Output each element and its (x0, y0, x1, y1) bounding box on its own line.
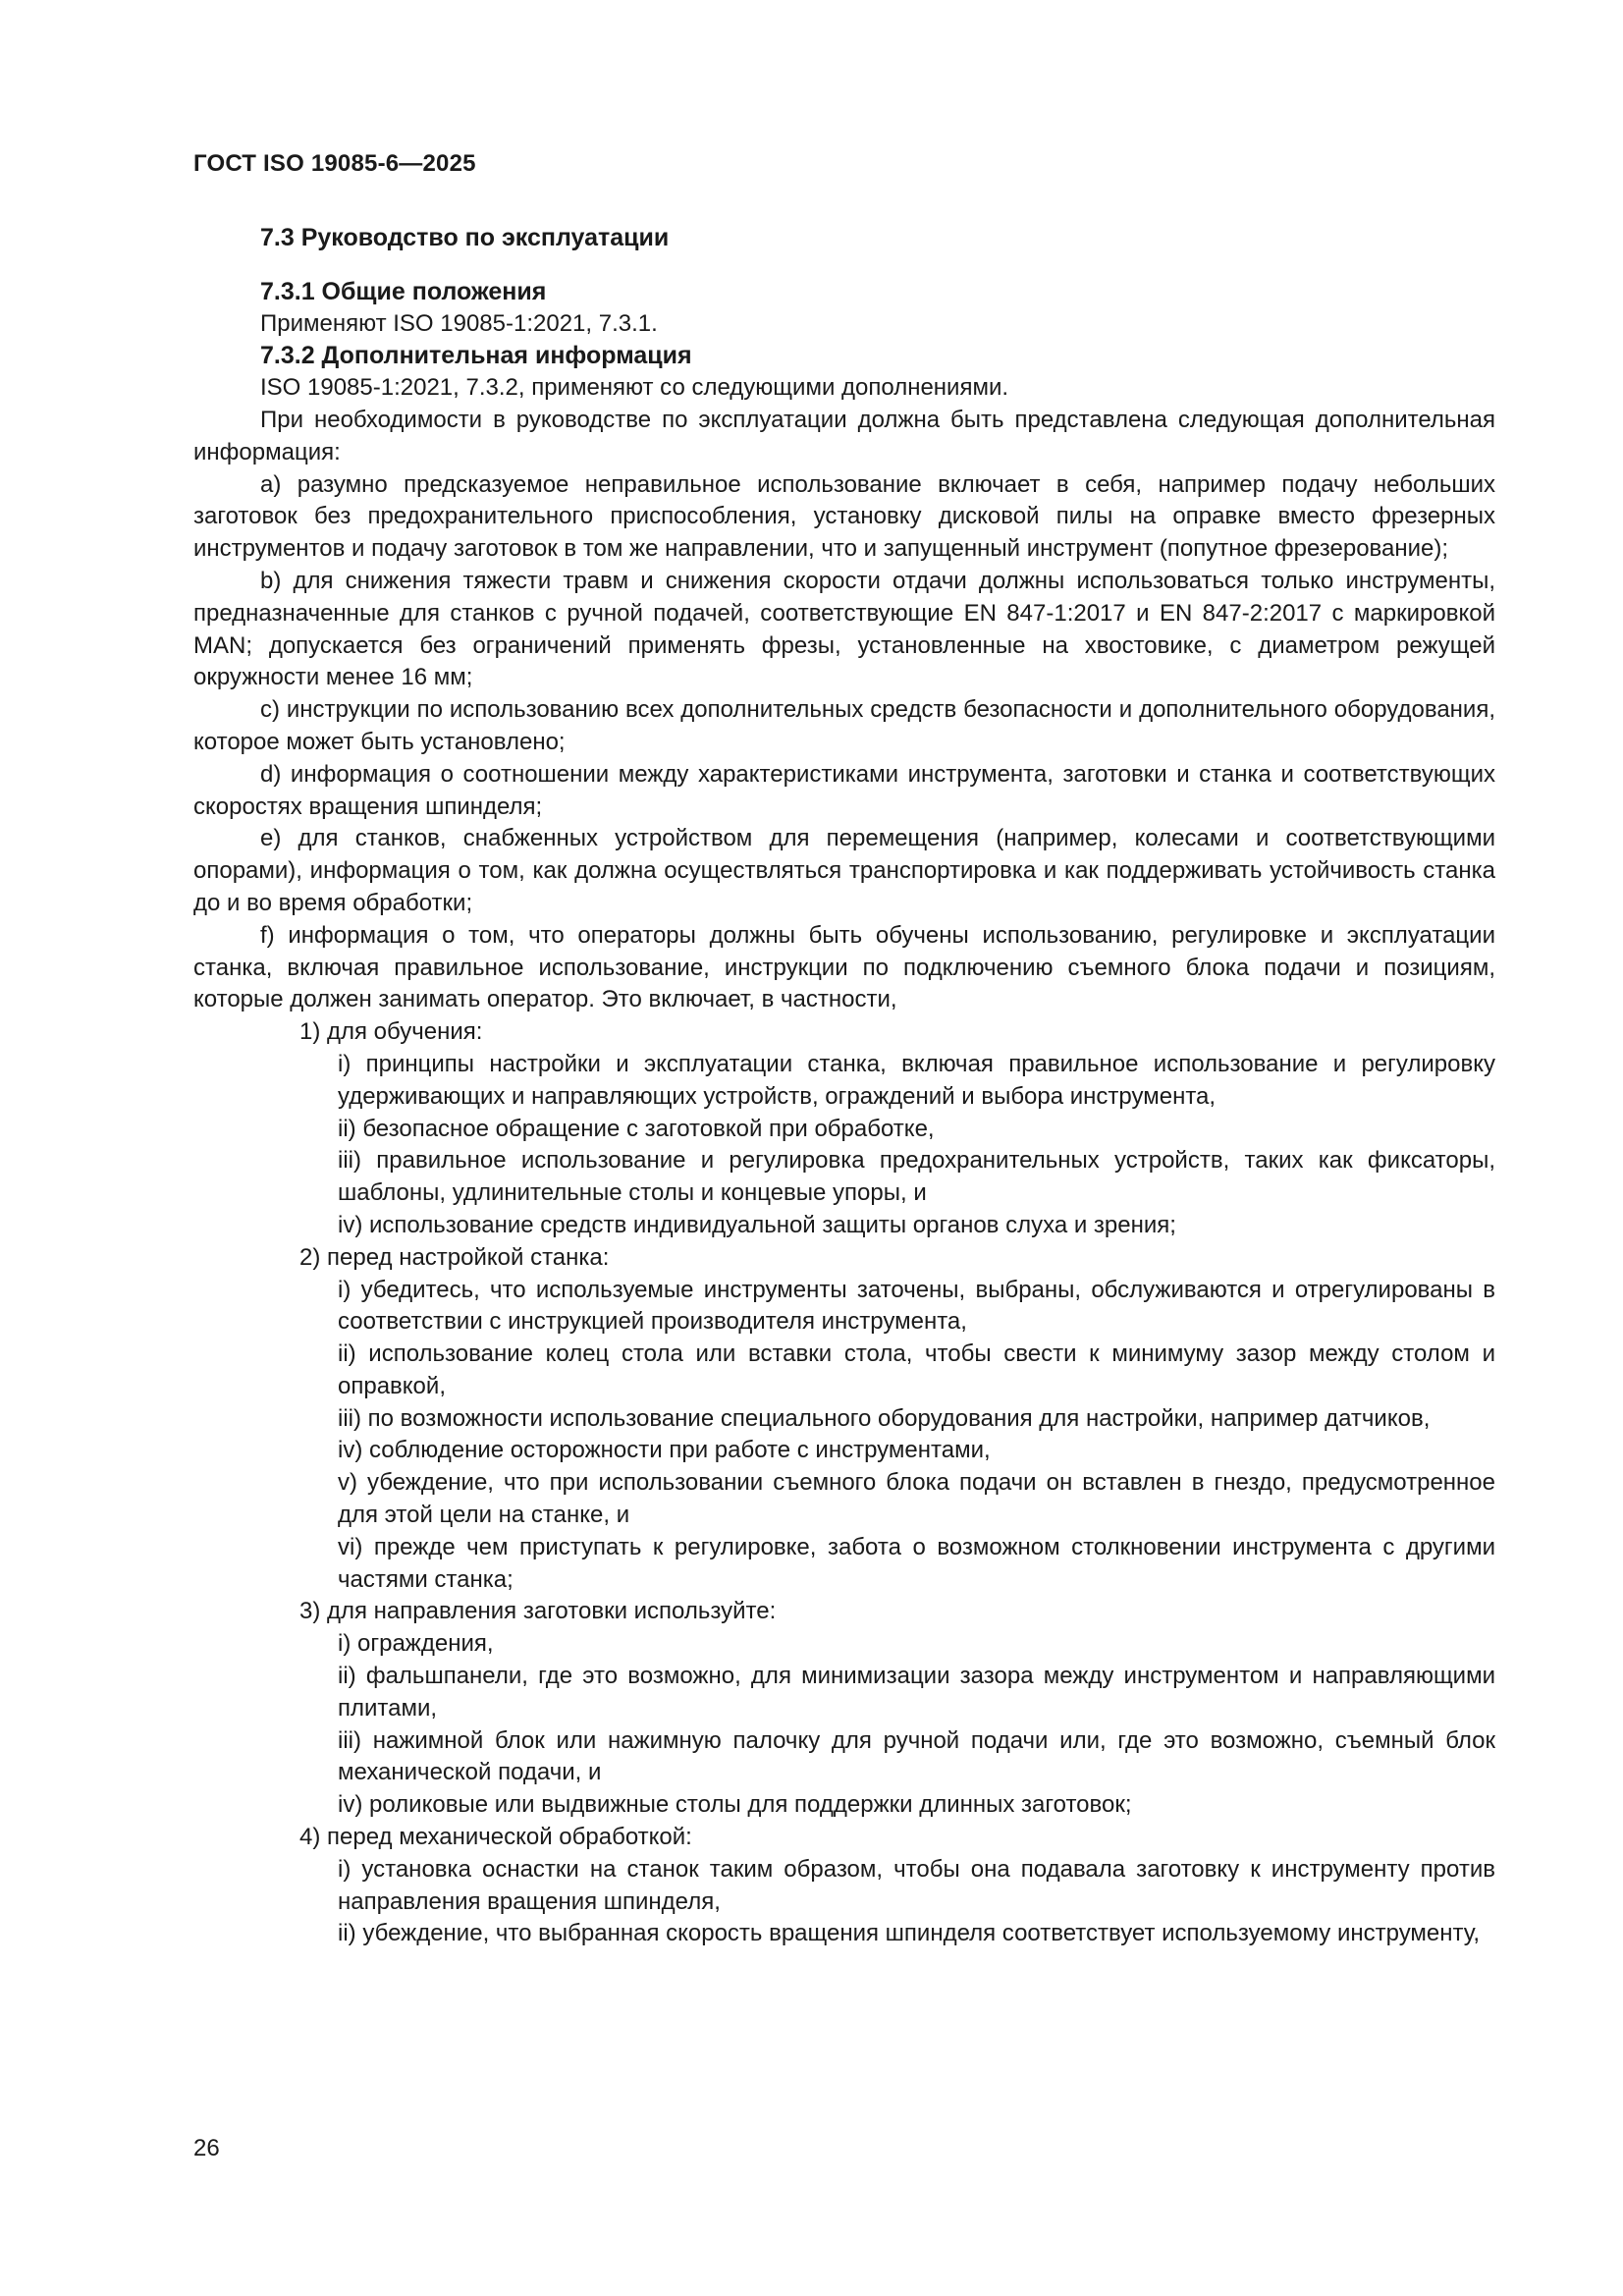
sublist-3-item-iii: iii) нажимной блок или нажимную палочку для ручной подачи или, где это возможно, съемный блок механической подачи, и (338, 1726, 1495, 1786)
list-item-d: d) информация о соотношении между характеристиками инструмента, заготовки и станка и соответствующих скоростях вращения шпинделя; (193, 760, 1495, 820)
sublist-1-title: 1) для обучения: (299, 1018, 483, 1046)
sublist-2-item-v: v) убеждение, что при использовании съемного блока подачи он вставлен в гнездо, предусмотренное для этой цели на станке, и (338, 1469, 1495, 1529)
sublist-3-title: 3) для направления заготовки используйте: (299, 1598, 777, 1625)
paragraph-732: ISO 19085-1:2021, 7.3.2, применяют со следующими дополнениями. (260, 374, 1009, 402)
sublist-2-item-vi: vi) прежде чем приступать к регулировке, забота о возможном столкновении инструмента с другими частями станка; (338, 1533, 1495, 1593)
page-number: 26 (193, 2135, 220, 2161)
subsection-title-732: 7.3.2 Дополнительная информация (260, 342, 692, 370)
sublist-2-item-iii: iii) по возможности использование специального оборудования для настройки, например датчиков, (338, 1404, 1431, 1432)
sublist-2-item-i: i) убедитесь, что используемые инструменты заточены, выбраны, обслуживаются и отрегулированы в соответствии с инструкцией производителя инструмента, (338, 1276, 1495, 1336)
sublist-3-item-ii: ii) фальшпанели, где это возможно, для минимизации зазора между инструментом и направляющими плитами, (338, 1663, 1495, 1722)
sublist-1-item-ii: ii) безопасное обращение с заготовкой при обработке, (338, 1115, 935, 1142)
subsection-title-731: 7.3.1 Общие положения (260, 277, 547, 305)
section-title: 7.3 Руководство по эксплуатации (260, 224, 670, 251)
sublist-2-item-iv: iv) соблюдение осторожности при работе с инструментами, (338, 1437, 991, 1464)
sublist-4-item-i: i) установка оснастки на станок таким образом, чтобы она подавала заготовку к инструменту против направления вращения шпинделя, (338, 1855, 1495, 1915)
list-item-f: f) информация о том, что операторы должны быть обучены использованию, регулировке и эксплуатации станка, включая правильное использование, инструкции по подключению съемного блока подачи и позициям, которые должен занимать оператор. Это включает, в частности, (193, 921, 1495, 1013)
sublist-1-item-iv: iv) использование средств индивидуальной защиты органов слуха и зрения; (338, 1211, 1176, 1238)
sublist-3-item-i: i) ограждения, (338, 1630, 494, 1658)
list-item-a: a) разумно предсказуемое неправильное использование включает в себя, например подачу небольших заготовок без предохранительного приспособления, установку дисковой пилы на оправке вместо фрезерных инструментов и подачу заготовок в том же направлении, что и запущенный инструмент (попутное фрезерование); (193, 470, 1495, 563)
paragraph-intro: При необходимости в руководстве по эксплуатации должна быть представлена следующая дополнительная информация: (193, 406, 1495, 465)
spacer (193, 254, 1495, 276)
document-body (193, 222, 1495, 1950)
sublist-3-item-iv: iv) роликовые или выдвижные столы для поддержки длинных заготовок; (338, 1791, 1132, 1819)
list-item-e: e) для станков, снабженных устройством для перемещения (например, колесами и соответствующими опорами), информация о том, как должна осуществляться транспортировка и как поддерживать устойчивость станка до и во время обработки; (193, 825, 1495, 916)
list-item-b: b) для снижения тяжести травм и снижения скорости отдачи должны использоваться только инструменты, предназначенные для станков с ручной подачей, соответствующие EN 847-1:2017 и EN 847-2:2017 с маркировкой MAN; допускается без ограничений применять фрезы, установленные на хвостовике, с диаметром режущей окружности менее 16 мм; (193, 567, 1495, 691)
sublist-4-title: 4) перед механической обработкой: (299, 1824, 692, 1851)
sublist-2-item-ii: ii) использование колец стола или вставки стола, чтобы свести к минимуму зазор между столом и оправкой, (338, 1340, 1495, 1399)
document-standard-id: ГОСТ ISO 19085-6—2025 (193, 150, 476, 177)
sublist-1-item-i: i) принципы настройки и эксплуатации станка, включая правильное использование и регулировку удерживающих и направляющих устройств, ограждений и выбора инструмента, (338, 1050, 1495, 1110)
sublist-2-title: 2) перед настройкой станка: (299, 1243, 610, 1271)
list-item-c: c) инструкции по использованию всех дополнительных средств безопасности и дополнительного оборудования, которое может быть установлено; (193, 696, 1495, 755)
sublist-1-item-iii: iii) правильное использование и регулировка предохранительных устройств, таких как фиксаторы, шаблоны, удлинительные столы и концевые упоры, и (338, 1147, 1495, 1207)
paragraph-731: Применяют ISO 19085-1:2021, 7.3.1. (260, 309, 658, 337)
sublist-4-item-ii: ii) убеждение, что выбранная скорость вращения шпинделя соответствует используемому инструменту, (338, 1920, 1481, 1947)
